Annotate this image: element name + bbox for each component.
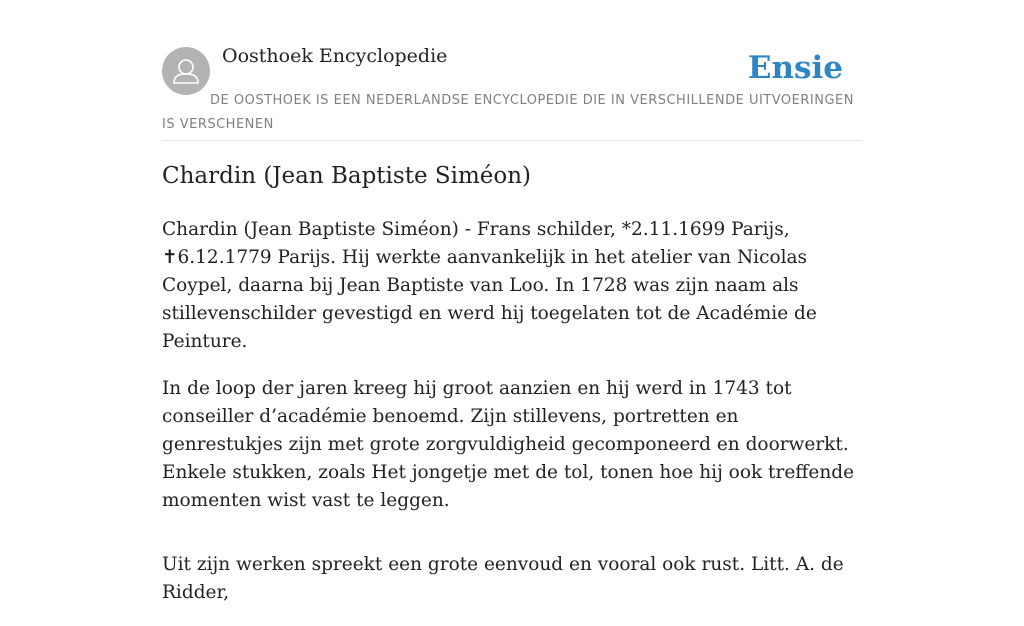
- site-title[interactable]: Oosthoek Encyclopedie: [222, 45, 448, 67]
- article-body: [162, 216, 862, 626]
- user-avatar-icon[interactable]: [162, 47, 210, 95]
- page-container: [162, 0, 862, 603]
- article-title: Chardin (Jean Baptiste Siméon): [162, 163, 532, 189]
- site-header: [162, 0, 862, 141]
- article-paragraph: Uit zijn werken spreekt een grote eenvoud en vooral ook rust. Litt. A. de Ridder,: [162, 554, 844, 603]
- site-tagline: DE OOSTHOEK IS EEN NEDERLANDSE ENCYCLOPEDIE DIE IN VERSCHILLENDE UITVOERINGEN IS VERSCHENEN: [162, 93, 854, 132]
- article-paragraph: Chardin (Jean Baptiste Siméon) - Frans schilder, *2.11.1699 Parijs, ✝6.12.1779 Parijs. Hij werkte aanvankelijk in het atelier van Nicolas Coypel, daarna bij Jean Baptiste van Loo. In 1728 was zijn naam als stillevenschilder gevestigd en werd hij toegelaten tot de Académie de Peinture.: [162, 219, 817, 352]
- ensie-logo[interactable]: Ensie: [747, 50, 843, 86]
- article-paragraph: In de loop der jaren kreeg hij groot aanzien en hij werd in 1743 tot conseiller d’académie benoemd. Zijn stillevens, portretten en genrestukjes zijn met grote zorgvuldigheid gecomponeerd en doorwerkt. Enkele stukken, zoals Het jongetje met de tol, tonen hoe hij ook treffende momenten wist vast te leggen.: [162, 378, 855, 511]
